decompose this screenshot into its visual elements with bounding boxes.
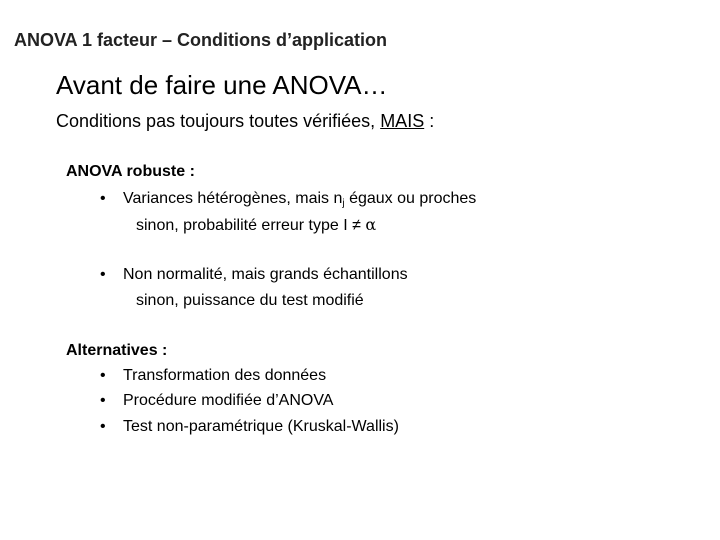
robust-heading: ANOVA robuste : — [66, 163, 195, 180]
bullet-icon: • — [100, 266, 106, 283]
subtitle-suffix: : — [424, 111, 435, 131]
alternatives-heading: Alternatives : — [66, 342, 168, 359]
alternatives-item — [100, 418, 399, 436]
bullet-icon: • — [100, 190, 106, 207]
alpha-symbol: α — [365, 215, 377, 234]
alternatives-item — [100, 392, 333, 410]
robust-item-variances-cont — [136, 215, 376, 235]
subtitle-emphasis: MAIS — [380, 111, 425, 131]
alternatives-item — [100, 367, 326, 385]
normality-text: Non normalité, mais grands échantillons — [123, 266, 408, 283]
slide-subtitle — [56, 111, 434, 132]
alternatives-item-text: Procédure modifiée d’ANOVA — [123, 392, 334, 409]
robust-item-variances — [100, 190, 476, 208]
bullet-icon: • — [100, 418, 106, 435]
robust-item-normality-cont: sinon, puissance du test modifié — [136, 292, 364, 309]
slide-header: ANOVA 1 facteur – Conditions d’application — [14, 30, 388, 50]
alternatives-item-text: Transformation des données — [123, 367, 327, 384]
variances-cont-text: sinon, probabilité erreur type I ≠ — [136, 217, 366, 234]
variances-subscript: j — [342, 198, 345, 209]
variances-text-pre: Variances hétérogènes, mais n — [123, 190, 343, 207]
bullet-icon: • — [100, 367, 106, 384]
robust-item-normality — [100, 266, 408, 284]
alternatives-item-text: Test non-paramétrique (Kruskal-Wallis) — [123, 418, 399, 435]
variances-text-post: égaux ou proches — [344, 190, 477, 207]
slide-title: Avant de faire une ANOVA… — [56, 70, 388, 100]
subtitle-prefix: Conditions pas toujours toutes vérifiées, — [56, 111, 381, 131]
bullet-icon: • — [100, 392, 106, 409]
